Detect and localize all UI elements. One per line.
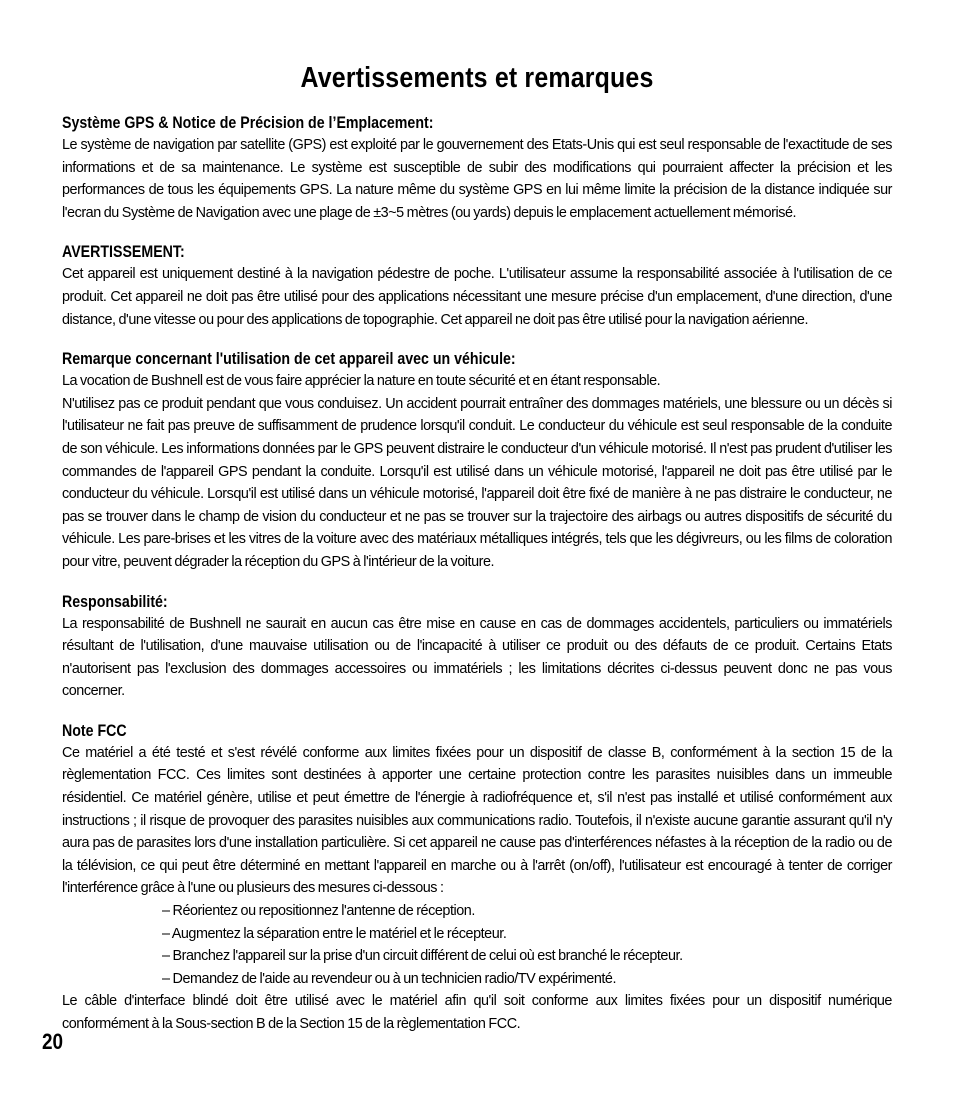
- section-paragraph: La responsabilité de Bushnell ne saurait en aucun cas être mise en cause en cas de dommages accidentels, particuliers ou immatériels résultant de l'utilisation, d'une mauvaise utilisation ou de l'incapacité à utiliser ce produit ou des défauts de ce produit. Certains Etats n'autorisent pas l'exclusion des dommages accessoires ou immatériels ; les limitations décrites ci-dessus peuvent donc ne pas vous concerner.: [62, 615, 892, 700]
- section-paragraph: N'utilisez pas ce produit pendant que vous conduisez. Un accident pourrait entraîner des dommages matériels, une blessure ou un décès si l'utilisateur ne fait pas preuve de suffisamment de prudence lorsqu'il conduit. Le conducteur du véhicule est seul responsable de la conduite de son véhicule. Les informations données par le GPS peuvent distraire le conducteur d'un véhicule motorisé. Il n'est pas prudent d'utiliser les commandes de l'appareil GPS pendant la conduite. Lorsqu'il est utilisé dans un véhicule motorisé, l'appareil ne doit pas être utilisé par le conducteur du véhicule. Lorsqu'il est utilisé dans un véhicule motorisé, l'appareil doit être fixé de manière à ne pas distraire le conducteur, ne pas se trouver dans le champ de vision du conducteur et ne pas se trouver sur la trajectoire des airbags ou autres dispositifs de sécurité du véhicule. Les pare-brises et les vitres de la voiture avec des matériaux métalliques intégrés, tels que les dégivreurs, ou les films de coloration pour vitre, peuvent dégrader la réception du GPS à l'intérieur de la voiture.: [62, 395, 892, 570]
- section-heading: Note FCC: [62, 721, 127, 740]
- section-warning: [62, 241, 892, 331]
- section-heading: Remarque concernant l'utilisation de cet appareil avec un véhicule:: [62, 350, 516, 369]
- section-paragraph: Le système de navigation par satellite (GPS) est exploité par le gouvernement des Etats-Unis qui est seul responsable de l'exactitude de ses informations et de sa maintenance. Le système est susceptible de subir des modifications qui pourraient affecter la précision et les performances de tous les équipements GPS. La nature même du système GPS en lui même limite la précision de la distance indiquée sur l'ecran du Système de Navigation avec une plage de ±3~5 mètres (ou yards) depuis le emplacement actuellement mémorisé.: [62, 137, 892, 221]
- section-gps-notice: [62, 112, 892, 224]
- document-page: [62, 58, 892, 1053]
- fcc-measures-list: [62, 900, 892, 990]
- list-item: – Branchez l'appareil sur la prise d'un circuit différent de celui où est branché le récepteur.: [162, 948, 683, 965]
- section-heading: AVERTISSEMENT:: [62, 243, 185, 262]
- list-item: – Augmentez la séparation entre le matériel et le récepteur.: [162, 925, 507, 942]
- fcc-closing-paragraph: Le câble d'interface blindé doit être utilisé avec le matériel afin qu'il soit conforme aux limites fixées pour un dispositif numérique conformément à la Sous-section B de la Section 15 de la règlementation FCC.: [62, 993, 892, 1032]
- section-vehicle-notice: [62, 348, 892, 573]
- page-title: Avertissements et remarques: [300, 62, 654, 94]
- section-paragraph: Cet appareil est uniquement destiné à la navigation pédestre de poche. L'utilisateur assume la responsabilité associée à l'utilisation de ce produit. Cet appareil ne doit pas être utilisé pour des applications nécessitant une mesure précise d'un emplacement, d'une direction, d'une distance, d'une vitesse ou pour des applications de topographie. Cet appareil ne doit pas être utilisé pour la navigation aérienne.: [62, 266, 892, 328]
- section-fcc-note: [62, 720, 892, 1036]
- fcc-intro-paragraph: Ce matériel a été testé et s'est révélé conforme aux limites fixées pour un dispositif de classe B, conformément à la section 15 de la règlementation FCC. Ces limites sont destinées à apporter une certaine protection contre les parasites nuisibles dans un immeuble résidentiel. Ce matériel génère, utilise et peut émettre de l'énergie à radiofréquence et, s'il n'est pas installé et utilisé conformément aux instructions ; il risque de provoquer des parasites nuisibles aux communications radio. Toutefois, il n'existe aucune garantie assurant qu'il n'y aura pas de parasites lors d'une installation particulière. Si cet appareil ne cause pas d'interférences néfastes à la réception de la radio ou de la télévision, ce qui peut être déterminé en mettant l'appareil en marche ou à l'arrêt (on/off), l'utilisateur est encouragé à tenter de corriger l'interférence grâce à l'une ou plusieurs des mesures ci-dessous :: [62, 744, 892, 897]
- section-heading: Responsabilité:: [62, 592, 168, 611]
- list-item: – Demandez de l'aide au revendeur ou à un technicien radio/TV expérimenté.: [162, 970, 617, 987]
- section-paragraph: La vocation de Bushnell est de vous faire apprécier la nature en toute sécurité et en étant responsable.: [62, 373, 661, 390]
- page-number: 20: [42, 1029, 64, 1054]
- section-liability: [62, 591, 892, 703]
- section-heading: Système GPS & Notice de Précision de l’Emplacement:: [62, 114, 434, 132]
- list-item: – Réorientez ou repositionnez l'antenne de réception.: [162, 903, 475, 920]
